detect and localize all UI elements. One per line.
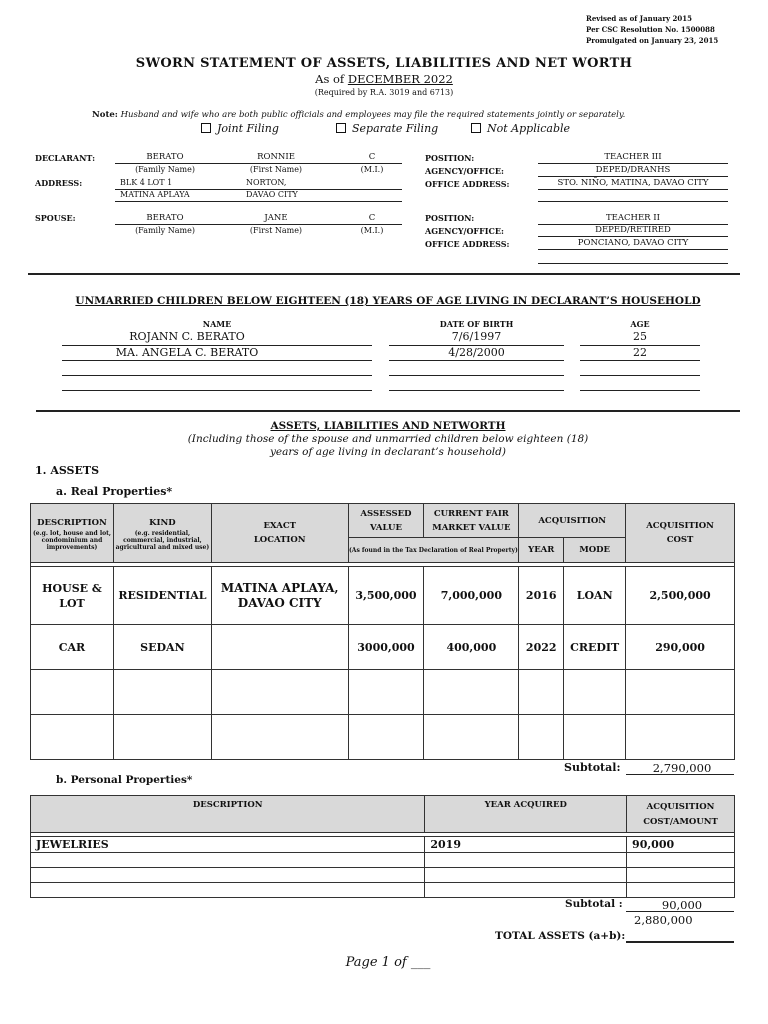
child-line-4b bbox=[389, 390, 564, 391]
page-footer: Page 1 of ___ bbox=[345, 955, 431, 970]
personal-row1-cost: 90,000 bbox=[627, 837, 735, 853]
real-h-mode-text: MODE bbox=[579, 545, 610, 555]
personal-h-description-text: DESCRIPTION bbox=[192, 800, 263, 810]
children-dob-header: DATE OF BIRTH bbox=[439, 319, 514, 329]
real-h-year-text: YEAR bbox=[528, 545, 555, 555]
real-row2-mode: CREDIT bbox=[564, 625, 626, 670]
real-row1-kind: RESIDENTIAL bbox=[113, 567, 211, 625]
assets-section-title: ASSETS, LIABILITIES AND NETWORTH bbox=[270, 420, 506, 432]
declarant-first-caption: (First Name) bbox=[249, 165, 303, 174]
real-h-description-sub: (e.g. lot, house and lot, condominium and improvements) bbox=[32, 529, 111, 551]
declarant-first-name: RONNIE bbox=[257, 152, 295, 162]
separate-filing-label: Separate Filing bbox=[352, 122, 439, 135]
child-line-1b bbox=[389, 345, 564, 346]
declarant-office-line-1 bbox=[538, 189, 728, 190]
real-h-assessed-2: VALUE bbox=[370, 522, 402, 533]
not-applicable-option[interactable] bbox=[471, 122, 570, 135]
real-empty-cell bbox=[211, 670, 348, 715]
spouse-agency: DEPED/RETIRED bbox=[595, 225, 671, 235]
address-label: ADDRESS: bbox=[35, 178, 83, 188]
real-empty-cell bbox=[31, 715, 114, 760]
spouse-office-address-label: OFFICE ADDRESS: bbox=[425, 239, 510, 249]
personal-h-description bbox=[31, 796, 425, 833]
real-h-cost bbox=[626, 504, 735, 563]
note bbox=[92, 110, 625, 120]
real-empty-cell bbox=[564, 715, 626, 760]
child-name-1: ROJANN C. BERATO bbox=[129, 330, 245, 343]
child-dob-2: 4/28/2000 bbox=[448, 346, 505, 359]
real-empty-cell bbox=[424, 670, 519, 715]
separate-filing-option[interactable] bbox=[336, 122, 438, 135]
real-properties-heading: a. Real Properties* bbox=[56, 485, 173, 498]
real-row1-fair: 7,000,000 bbox=[424, 567, 519, 625]
personal-empty-cell bbox=[425, 853, 627, 868]
revision-line-1: Revised as of January 2015 bbox=[586, 14, 692, 23]
separate-filing-checkbox[interactable] bbox=[336, 123, 346, 133]
real-h-tax-note bbox=[348, 538, 519, 563]
child-line-3b bbox=[389, 375, 564, 376]
real-subtotal-value: 2,790,000 bbox=[652, 761, 712, 775]
real-h-assessed bbox=[348, 504, 424, 538]
real-empty-cell bbox=[31, 670, 114, 715]
section-divider-2 bbox=[36, 410, 740, 412]
personal-subtotal-line bbox=[626, 911, 734, 912]
address-line1-a: BLK 4 LOT 1 bbox=[120, 178, 173, 187]
spouse-position: TEACHER II bbox=[606, 213, 660, 223]
table-row bbox=[31, 883, 735, 898]
real-row2-location bbox=[211, 625, 348, 670]
real-row1-cost: 2,500,000 bbox=[626, 567, 735, 625]
personal-empty-cell bbox=[627, 853, 735, 868]
real-row2-year: 2022 bbox=[519, 625, 564, 670]
real-empty-cell bbox=[211, 715, 348, 760]
real-row2-cost: 290,000 bbox=[626, 625, 735, 670]
spouse-office-line-1 bbox=[538, 249, 728, 250]
child-age-1: 25 bbox=[633, 330, 647, 343]
table-row bbox=[31, 567, 735, 625]
personal-header-row bbox=[31, 796, 735, 833]
real-row2-description: CAR bbox=[31, 625, 114, 670]
children-age-header: AGE bbox=[630, 319, 650, 329]
spouse-mi-caption: (M.I.) bbox=[360, 226, 384, 235]
note-text: Husband and wife who are both public officials and employees may file the required statements jointly or separately. bbox=[120, 110, 626, 120]
table-row bbox=[31, 868, 735, 883]
spouse-name-line bbox=[115, 224, 402, 225]
child-line-3c bbox=[580, 375, 700, 376]
child-age-2: 22 bbox=[633, 346, 647, 359]
not-applicable-checkbox[interactable] bbox=[471, 123, 481, 133]
real-h-fair-2: MARKET VALUE bbox=[432, 522, 511, 533]
table-row bbox=[31, 625, 735, 670]
personal-empty-cell bbox=[425, 883, 627, 898]
personal-h-cost bbox=[627, 796, 735, 833]
as-of-label: As of bbox=[315, 72, 345, 86]
real-row1-assessed: 3,500,000 bbox=[348, 567, 424, 625]
real-h-kind-title: KIND bbox=[149, 517, 176, 528]
personal-h-cost-1: ACQUISITION bbox=[646, 802, 715, 812]
real-h-kind bbox=[113, 504, 211, 563]
revision-line-2: Per CSC Resolution No. 1500088 bbox=[586, 25, 715, 34]
real-h-fair-1: CURRENT FAIR bbox=[433, 508, 509, 519]
declarant-position-line bbox=[538, 163, 728, 164]
joint-filing-option[interactable] bbox=[201, 122, 279, 135]
personal-properties-heading: b. Personal Properties* bbox=[56, 774, 193, 786]
real-properties-table bbox=[30, 503, 735, 760]
real-h-acquisition-title: ACQUISITION bbox=[538, 515, 607, 526]
child-line-2a bbox=[62, 360, 372, 361]
personal-h-cost-2: COST/AMOUNT bbox=[643, 817, 718, 827]
spouse-agency-label: AGENCY/OFFICE: bbox=[425, 226, 504, 236]
real-empty-cell bbox=[348, 670, 424, 715]
real-subtotal-line bbox=[626, 774, 734, 775]
personal-row1-description: JEWELRIES bbox=[31, 837, 425, 853]
spouse-office-address: PONCIANO, DAVAO CITY bbox=[577, 238, 689, 248]
as-of-value: DECEMBER 2022 bbox=[347, 72, 453, 86]
real-h-location-2: LOCATION bbox=[253, 535, 306, 545]
declarant-position-label: POSITION: bbox=[425, 153, 475, 163]
assets-heading: 1. ASSETS bbox=[35, 464, 100, 477]
real-row2-fair: 400,000 bbox=[424, 625, 519, 670]
as-of-line bbox=[0, 72, 768, 86]
table-row bbox=[31, 853, 735, 868]
child-line-4a bbox=[62, 390, 372, 391]
personal-subtotal-value: 90,000 bbox=[661, 898, 703, 912]
real-empty-cell bbox=[519, 715, 564, 760]
child-line-4c bbox=[580, 390, 700, 391]
real-h-year bbox=[519, 538, 564, 563]
real-h-assessed-1: ASSESSED bbox=[360, 508, 412, 519]
personal-row1-year: 2019 bbox=[425, 837, 627, 853]
joint-filing-checkbox[interactable] bbox=[201, 123, 211, 133]
real-subtotal-label: Subtotal: bbox=[564, 761, 621, 774]
spouse-first-name: JANE bbox=[264, 213, 288, 223]
address-line-2 bbox=[115, 201, 402, 202]
spouse-family-caption: (Family Name) bbox=[135, 226, 195, 235]
spouse-family-name: BERATO bbox=[146, 213, 184, 223]
personal-empty-cell bbox=[31, 868, 425, 883]
spouse-mi: C bbox=[368, 213, 376, 223]
real-empty-cell bbox=[113, 715, 211, 760]
address-line2-a: MATINA APLAYA bbox=[120, 190, 190, 199]
real-row2-assessed: 3000,000 bbox=[348, 625, 424, 670]
children-title: UNMARRIED CHILDREN BELOW EIGHTEEN (18) YEARS OF AGE LIVING IN DECLARANT’S HOUSEHOLD bbox=[75, 295, 701, 307]
child-line-1c bbox=[580, 345, 700, 346]
declarant-agency-label: AGENCY/OFFICE: bbox=[425, 166, 504, 176]
total-assets-value: 2,880,000 bbox=[634, 913, 693, 927]
declarant-office-line-2 bbox=[538, 201, 728, 202]
declarant-label: DECLARANT: bbox=[35, 153, 96, 163]
real-h-tax-note-text: (As found in the Tax Declaration of Real Property) bbox=[348, 546, 518, 554]
personal-h-year bbox=[425, 796, 627, 833]
total-assets-label: TOTAL ASSETS (a+b): bbox=[495, 930, 626, 942]
real-h-kind-sub: (e.g. residential, commercial, industrial, agricultural and mixed use) bbox=[115, 529, 210, 551]
child-line-2c bbox=[580, 360, 700, 361]
real-empty-cell bbox=[519, 670, 564, 715]
declarant-mi: C bbox=[368, 152, 376, 162]
spouse-first-caption: (First Name) bbox=[249, 226, 303, 235]
declarant-name-line bbox=[115, 163, 402, 164]
declarant-agency: DEPED/DRANHS bbox=[595, 165, 671, 175]
real-header-row bbox=[31, 504, 735, 538]
spouse-position-label: POSITION: bbox=[425, 213, 475, 223]
real-empty-cell bbox=[626, 670, 735, 715]
declarant-family-caption: (Family Name) bbox=[135, 165, 195, 174]
address-line2-b: DAVAO CITY bbox=[246, 190, 298, 199]
personal-h-year-text: YEAR ACQUIRED bbox=[484, 800, 567, 810]
personal-properties-table bbox=[30, 795, 735, 898]
real-h-description bbox=[31, 504, 114, 563]
real-empty-cell bbox=[348, 715, 424, 760]
real-h-mode bbox=[564, 538, 626, 563]
declarant-office-address: STO. NIÑO, MATINA, DAVAO CITY bbox=[557, 178, 709, 188]
real-empty-cell bbox=[424, 715, 519, 760]
real-h-fair bbox=[424, 504, 519, 538]
spouse-office-line-2 bbox=[538, 263, 728, 264]
real-h-acquisition bbox=[519, 504, 626, 538]
child-dob-1: 7/6/1997 bbox=[451, 330, 502, 343]
personal-empty-cell bbox=[31, 883, 425, 898]
real-row1-location: MATINA APLAYA, DAVAO CITY bbox=[211, 567, 348, 625]
assets-subtitle-1: (Including those of the spouse and unmarried children below eighteen (18) bbox=[187, 433, 589, 445]
page-title: SWORN STATEMENT OF ASSETS, LIABILITIES AND NET WORTH bbox=[135, 56, 633, 71]
assets-subtitle-2: years of age living in declarant’s household) bbox=[270, 446, 506, 458]
section-divider-1 bbox=[28, 273, 740, 275]
real-row1-description: HOUSE & LOT bbox=[31, 567, 114, 625]
child-line-2b bbox=[389, 360, 564, 361]
declarant-position: TEACHER III bbox=[604, 152, 662, 162]
child-line-1a bbox=[62, 345, 372, 346]
real-h-cost-2: COST bbox=[666, 535, 694, 545]
real-h-description-title: DESCRIPTION bbox=[37, 517, 107, 528]
personal-empty-cell bbox=[425, 868, 627, 883]
declarant-agency-line bbox=[538, 176, 728, 177]
table-row bbox=[31, 837, 735, 853]
personal-empty-cell bbox=[627, 883, 735, 898]
declarant-family-name: BERATO bbox=[146, 152, 184, 162]
real-h-location-1: EXACT bbox=[263, 521, 296, 531]
address-line1-b: NORTON, bbox=[246, 178, 287, 187]
personal-empty-cell bbox=[627, 868, 735, 883]
table-row bbox=[31, 715, 735, 760]
child-name-2: MA. ANGELA C. BERATO bbox=[115, 346, 259, 359]
declarant-office-address-label: OFFICE ADDRESS: bbox=[425, 179, 510, 189]
declarant-mi-caption: (M.I.) bbox=[360, 165, 384, 174]
real-row2-kind: SEDAN bbox=[113, 625, 211, 670]
real-empty-cell bbox=[113, 670, 211, 715]
real-empty-cell bbox=[626, 715, 735, 760]
real-row1-year: 2016 bbox=[519, 567, 564, 625]
table-row bbox=[31, 670, 735, 715]
spouse-label: SPOUSE: bbox=[35, 213, 76, 223]
child-line-3a bbox=[62, 375, 372, 376]
personal-empty-cell bbox=[31, 853, 425, 868]
note-label: Note: bbox=[92, 110, 118, 120]
total-assets-line bbox=[626, 941, 734, 943]
joint-filing-label: Joint Filing bbox=[217, 122, 279, 135]
real-h-location bbox=[211, 504, 348, 563]
real-row1-mode: LOAN bbox=[564, 567, 626, 625]
children-name-header: NAME bbox=[202, 319, 232, 329]
revision-line-3: Promulgated on January 23, 2015 bbox=[586, 36, 719, 45]
personal-subtotal-label: Subtotal : bbox=[565, 898, 623, 910]
spouse-agency-line bbox=[538, 236, 728, 237]
real-h-cost-1: ACQUISITION bbox=[646, 521, 714, 531]
not-applicable-label: Not Applicable bbox=[487, 122, 571, 135]
real-empty-cell bbox=[564, 670, 626, 715]
required-by: (Required by R.A. 3019 and 6713) bbox=[314, 88, 454, 97]
